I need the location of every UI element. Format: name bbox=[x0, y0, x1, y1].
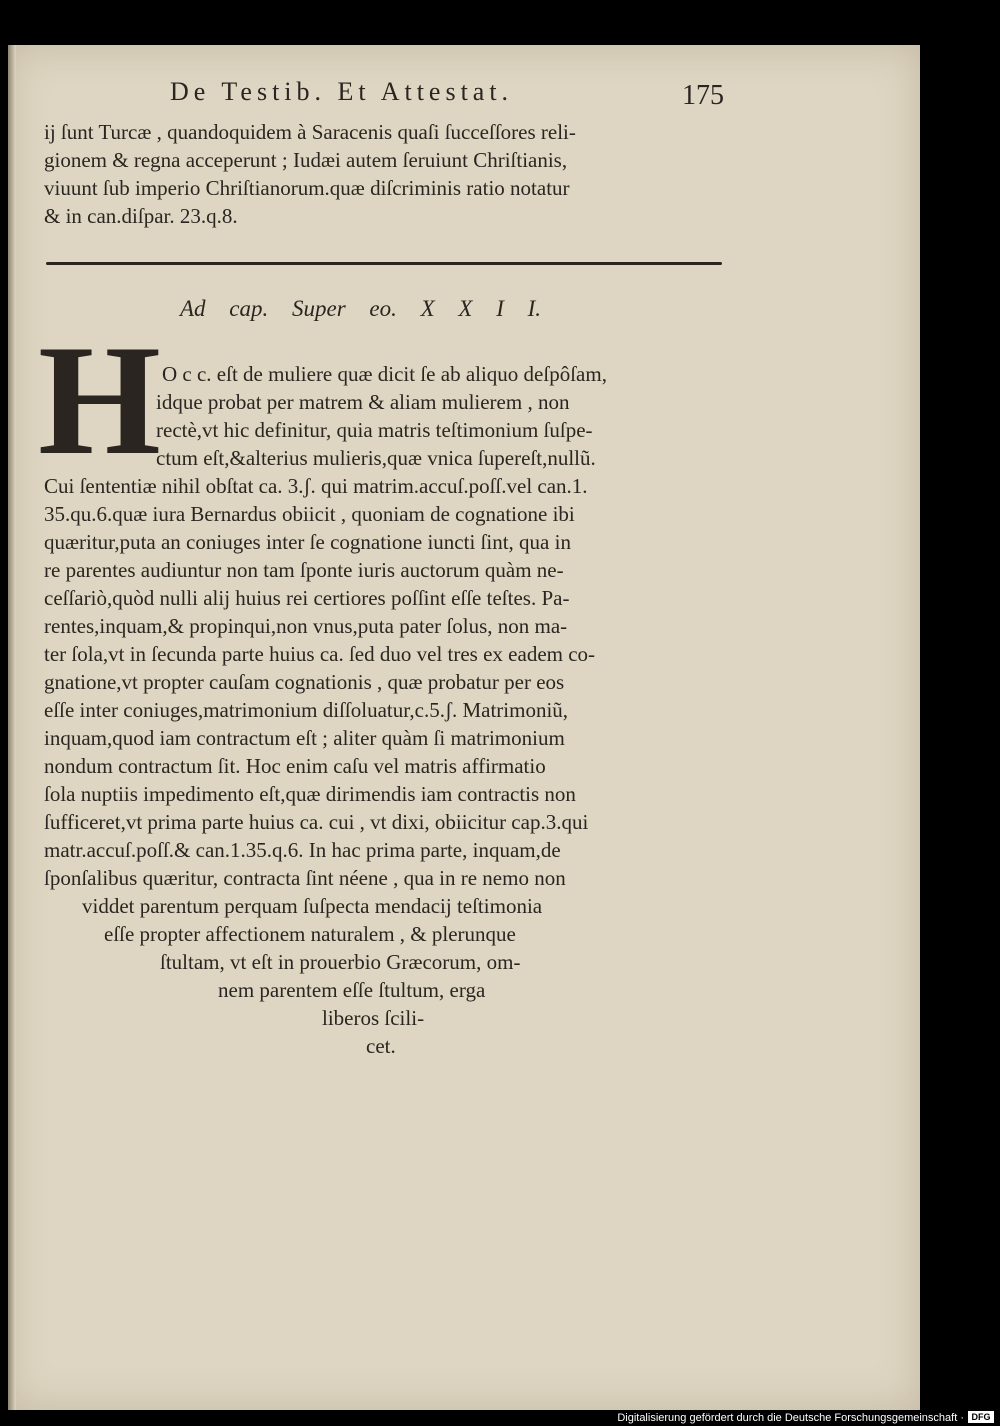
body-line: eſſe propter affectionem naturalem , & plerunque bbox=[104, 922, 516, 946]
body-line: ctum eſt,&alterius mulieris,quæ vnica ſupereſt,nullũ. bbox=[156, 446, 596, 470]
body-line: O c c. eſt de muliere quæ dicit ſe ab aliquo deſpôſam, bbox=[162, 362, 607, 386]
body-line: eſſe inter coniuges,matrimonium diſſoluatur,c.5.ʃ. Matrimoniũ, bbox=[44, 698, 569, 722]
body-line: Cui ſententiæ nihil obſtat ca. 3.ʃ. qui matrim.accuſ.poſſ.vel can.1. bbox=[44, 474, 588, 498]
running-head: De Testib. Et Attestat. bbox=[170, 77, 514, 106]
body-line: liberos ſcili- bbox=[322, 1006, 425, 1030]
top-paragraph-line: ij ſunt Turcæ , quandoquidem à Saracenis quaſi ſucceſſores reli- bbox=[44, 120, 576, 144]
drop-cap-initial: H bbox=[38, 313, 161, 488]
top-paragraph-line: & in can.diſpar. 23.q.8. bbox=[44, 204, 238, 228]
page-number: 175 bbox=[682, 80, 724, 111]
body-line: gnatione,vt propter cauſam cognationis , quæ probatur per eos bbox=[44, 670, 565, 694]
body-line: inquam,quod iam contractum eſt ; aliter quàm ſi matrimonium bbox=[44, 726, 565, 750]
body-line: ſtultam, vt eſt in prouerbio Græcorum, om- bbox=[160, 950, 521, 974]
body-line: ter ſola,vt in ſecunda parte huius ca. ſed duo vel tres ex eadem co- bbox=[44, 642, 596, 666]
page-gutter-shadow bbox=[8, 45, 16, 1410]
digitization-credit: Digitalisierung gefördert durch die Deutsche Forschungsgemeinschaft · bbox=[617, 1412, 964, 1424]
body-line: cet. bbox=[366, 1034, 396, 1058]
body-line: re parentes audiuntur non tam ſponte iuris auctorum quàm ne- bbox=[44, 558, 564, 582]
body-line: viddet parentum perquam ſuſpecta mendacij teſtimonia bbox=[82, 894, 543, 918]
top-paragraph-line: viuunt ſub imperio Chriſtianorum.quæ diſcriminis ratio notatur bbox=[44, 176, 570, 200]
section-divider-rule bbox=[46, 262, 722, 265]
top-paragraph-line: gionem & regna acceperunt ; Iudæi autem ſeruiunt Chriſtianis, bbox=[44, 148, 568, 172]
body-line: rectè,vt hic definitur, quia matris teſtimonium ſuſpe- bbox=[156, 418, 593, 442]
body-line: quæritur,puta an coniuges inter ſe cognatione iuncti ſint, qua in bbox=[44, 530, 571, 554]
body-line: 35.qu.6.quæ iura Bernardus obiicit , quoniam de cognatione ibi bbox=[44, 502, 575, 526]
body-line: ſufficeret,vt prima parte huius ca. cui , vt dixi, obiicitur cap.3.qui bbox=[44, 810, 589, 834]
body-line: ceſſariò,quòd nulli alij huius rei certiores poſſint eſſe teſtes. Pa- bbox=[44, 586, 570, 610]
dfg-logo: DFG bbox=[968, 1411, 994, 1423]
chapter-heading: Ad cap. Super eo. X X I I. bbox=[180, 296, 542, 321]
body-line: nem parentem eſſe ſtultum, erga bbox=[218, 978, 486, 1002]
body-line: matr.accuſ.poſſ.& can.1.35.q.6. In hac prima parte, inquam,de bbox=[44, 838, 561, 862]
body-line: ſola nuptiis impedimento eſt,quæ dirimendis iam contractis non bbox=[44, 782, 576, 806]
body-line: idque probat per matrem & aliam mulierem , non bbox=[156, 390, 570, 414]
body-line: nondum contractum ſit. Hoc enim caſu vel matris affirmatio bbox=[44, 754, 546, 778]
body-line: ſponſalibus quæritur, contracta ſint néene , qua in re nemo non bbox=[44, 866, 566, 890]
body-line: rentes,inquam,& propinqui,non vnus,puta pater ſolus, non ma- bbox=[44, 614, 568, 638]
